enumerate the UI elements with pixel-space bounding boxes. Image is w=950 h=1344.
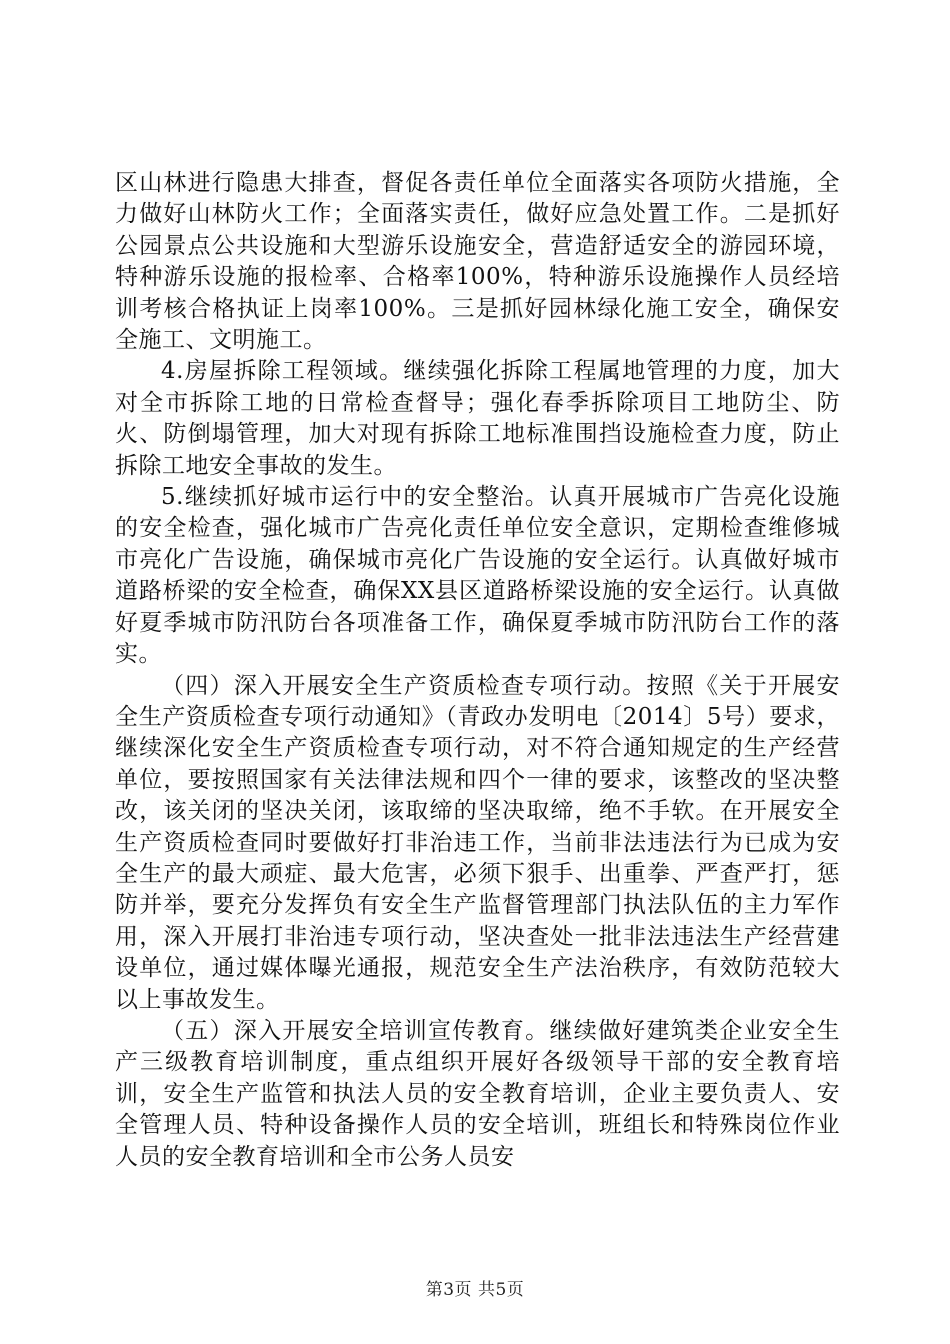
paragraph-5: （五）深入开展安全培训宣传教育。继续做好建筑类企业安全生产三级教育培训制度，重点组织开展好各级领导干部的安全教育培训，安全生产监管和执法人员的安全教育培训，企业主要负责人、安全管理人员、特种设备操作人员的安全培训，班组长和特殊岗位作业人员的安全教育培训和全市公务人员安 xyxy=(115,1017,840,1170)
paragraph-2: 4.房屋拆除工程领域。继续强化拆除工程属地管理的力度，加大对全市拆除工地的日常检查督导；强化春季拆除项目工地防尘、防火、防倒塌管理，加大对现有拆除工地标准围挡设施检查力度，防止拆除工地安全事故的发生。 xyxy=(115,358,840,479)
page-number-footer: 第3页 共5页 xyxy=(425,1280,525,1300)
document-body xyxy=(115,168,840,1173)
paragraph-1: 区山林进行隐患大排查，督促各责任单位全面落实各项防火措施，全力做好山林防火工作；全面落实责任，做好应急处置工作。二是抓好公园景点公共设施和大型游乐设施安全，营造舒适安全的游园环境，特种游乐设施的报检率、合格率100%，特种游乐设施操作人员经培训考核合格执证上岗率100%。三是抓好园林绿化施工安全，确保安全施工、文明施工。 xyxy=(115,170,840,354)
paragraph-3: 5.继续抓好城市运行中的安全整治。认真开展城市广告亮化设施的安全检查，强化城市广告亮化责任单位安全意识，定期检查维修城市亮化广告设施，确保城市亮化广告设施的安全运行。认真做好城市道路桥梁的安全检查，确保XX县区道路桥梁设施的安全运行。认真做好夏季城市防汛防台各项准备工作，确保夏季城市防汛防台工作的落实。 xyxy=(115,484,840,668)
paragraph-4: （四）深入开展安全生产资质检查专项行动。按照《关于开展安全生产资质检查专项行动通知》（青政办发明电〔2014〕5号）要求，继续深化安全生产资质检查专项行动，对不符合通知规定的生产经营单位，要按照国家有关法律法规和四个一律的要求，该整改的坚决整改，该关闭的坚决关闭，该取缔的坚决取缔，绝不手软。在开展安全生产资质检查同时要做好打非治违工作，当前非法违法行为已成为安全生产的最大顽症、最大危害，必须下狠手、出重拳、严查严打，惩防并举，要充分发挥负有安全生产监督管理部门执法队伍的主力军作用，深入开展打非治违专项行动，坚决查处一批非法违法生产经营建设单位，通过媒体曝光通报，规范安全生产法治秩序，有效防范较大以上事故发生。 xyxy=(115,672,840,1013)
